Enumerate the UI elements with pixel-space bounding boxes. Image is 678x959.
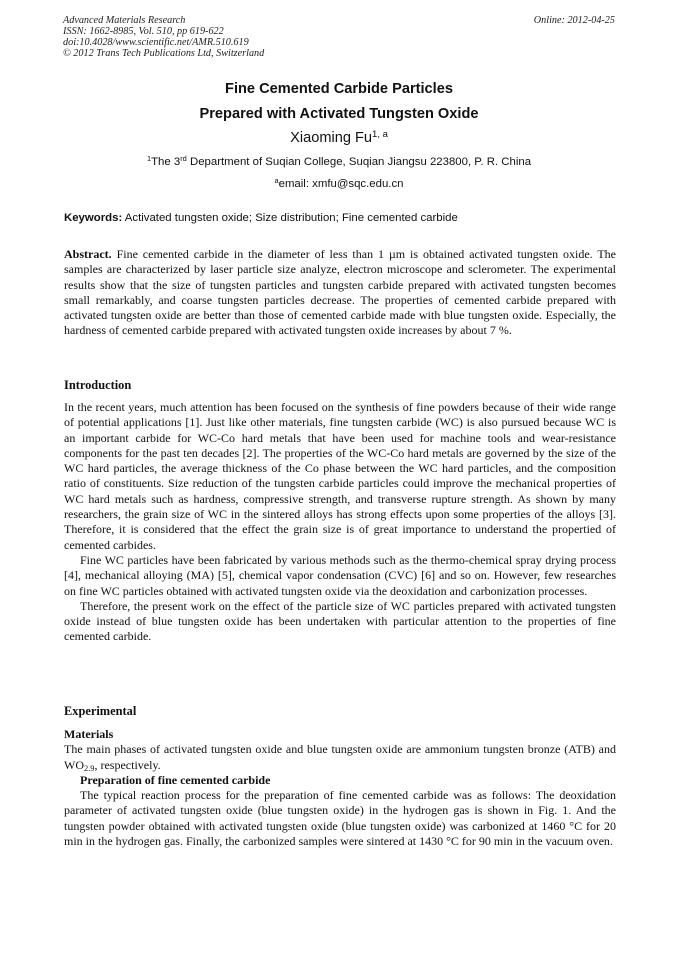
paper-title-line2: Prepared with Activated Tungsten Oxide (199, 106, 479, 122)
introduction-body (64, 400, 616, 645)
affil-mark: 1 (146, 153, 152, 163)
intro-paragraph-1: In the recent years, much attention has been focused on the synthesis of fine powders because of their wide range of potential applications [1]. Just like other materials, fine tungsten carbide (WC) is also pursued because WC is an important carbide for WC-Co hard metals that have been used for machine tools and wear-resistance components for the past ten decades [2]. The properties of the WC-Co hard metals are governed by the size of the WC hard particles, the average thickness of the Co phase between the WC hard particles, and the composition ratio of constituents. Size reduction of the tungsten carbide particles could improve the mechanical properties of WC hard metals such as hardness, compressive strength, and transverse rupture strength. As shown by many researchers, the grain size of WC in the sintered alloys has strong effects upon some properties of the alloys [3]. Therefore, it is considered that the effect the grain size is of great importance to understand the propertied of cemented carbides. (64, 400, 616, 552)
preparation-heading: Preparation of fine cemented carbide (80, 772, 271, 787)
abstract-label: Abstract. (64, 247, 112, 261)
materials-text (64, 742, 616, 773)
experimental-body (64, 727, 616, 849)
journal-info (63, 15, 443, 59)
intro-paragraph-3: Therefore, the present work on the effect of the particle size of WC particles prepared with activated tungsten oxide instead of blue tungsten oxide has been undertaken with particular attention to the properties of fine cemented carbide. (64, 598, 616, 644)
journal-name: Advanced Materials Research (63, 15, 186, 26)
affil-text: Department of Suqian College, Suqian Jiangsu 223800, P. R. China (186, 156, 532, 168)
author-line (0, 130, 678, 146)
author-affil-mark: 1, a (372, 128, 388, 140)
paper-title-line1: Fine Cemented Carbide Particles (225, 81, 453, 97)
online-date: Online: 2012-04-25 (533, 15, 615, 26)
materials-heading: Materials (64, 727, 114, 741)
materials-text-end: , respectively. (94, 757, 161, 772)
email-text: email: xmfu@sqc.edu.cn (278, 178, 404, 190)
abstract-text: Fine cemented carbide in the diameter of less than 1 µm is obtained activated tungsten oxide. The samples are characterized by laser particle size analyze, electron microscope and sclerometer. The experimental results show that the size of tungsten particles and tungsten carbide prepared with activated tungsten becomes small remarkably, and coarse tungsten particles decrease. The properties of cemented carbide prepared with activated tungsten oxide are better than those of cemented carbide made with blue tungsten oxide. Especially, the hardness of cemented carbide prepared with activated tungsten oxide increases by about 7 %. (64, 247, 616, 338)
journal-copyright: © 2012 Trans Tech Publications Ltd, Switzerland (63, 48, 265, 59)
email-line (0, 175, 678, 190)
preparation-text: The typical reaction process for the preparation of fine cemented carbide was as follows: The deoxidation parameter of activated tungsten oxide (blue tungsten oxide) in the hydrogen gas is shown in Fig. 1. And the tungsten powder obtained with activated tungsten oxide (blue tungsten oxide) was carbonized at 1460 °C for 20 min in the hydrogen gas. Finally, the carbonized samples were sintered at 1430 °C for 90 min in the vacuum oven. (64, 788, 616, 849)
journal-doi: doi:10.4028/www.scientific.net/AMR.510.619 (63, 37, 249, 48)
journal-issn: ISSN: 1662-8985, Vol. 510, pp 619-622 (63, 26, 224, 37)
affiliation (0, 153, 678, 168)
introduction-heading: Introduction (64, 378, 132, 392)
affil-pre: The 3 (151, 156, 181, 168)
abstract (64, 247, 616, 339)
affil-ordinal: rd (180, 153, 187, 163)
intro-paragraph-2: Fine WC particles have been fabricated by various methods such as the thermo-chemical spray drying process [4], mechanical alloying (MA) [5], chemical vapor condensation (CVC) [6] and so on. However, few researches on fine WC particles obtained with activated tungsten oxide via the deoxidation and carbonization processes. (64, 552, 616, 598)
email-mark: a (274, 175, 279, 185)
keywords-label: Keywords: (64, 212, 123, 224)
experimental-heading: Experimental (64, 704, 137, 718)
author-name: Xiaoming Fu (290, 130, 373, 146)
materials-subscript: 2.9 (84, 763, 95, 773)
keywords (64, 212, 616, 224)
materials-text-main: The main phases of activated tungsten oxide and blue tungsten oxide are ammonium tungsten bronze (ATB) and WO (64, 742, 616, 772)
keywords-text: Activated tungsten oxide; Size distribution; Fine cemented carbide (122, 212, 458, 224)
